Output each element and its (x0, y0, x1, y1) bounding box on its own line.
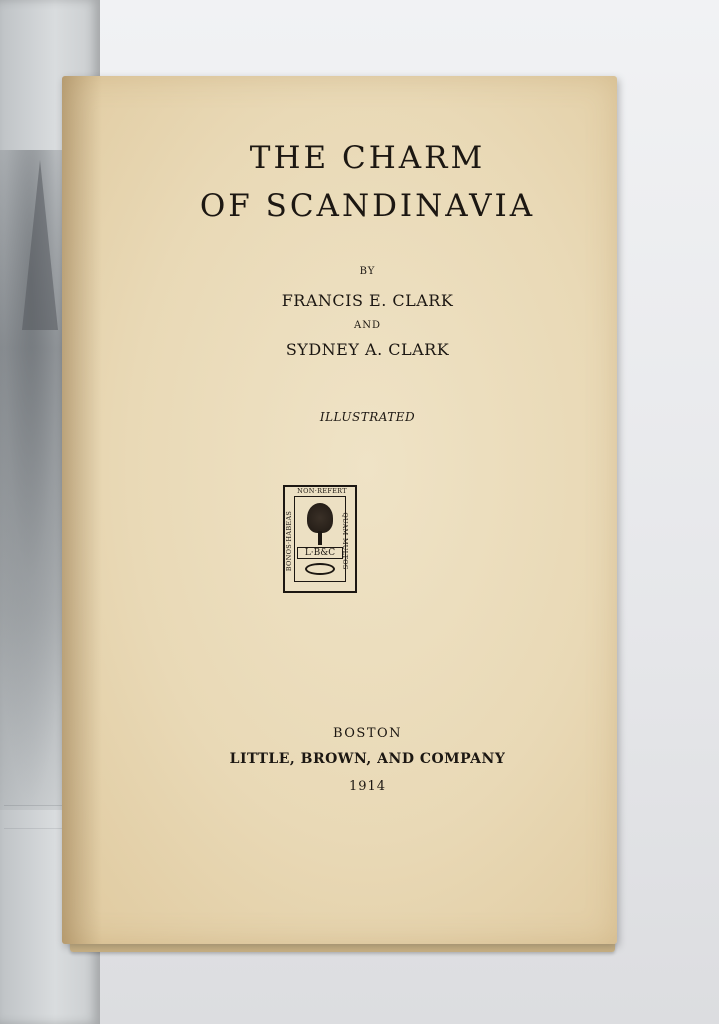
tree-emblem (307, 503, 333, 533)
title-line-1: THE CHARM (249, 140, 486, 176)
imprint-year: 1914 (348, 779, 387, 794)
imprint-place: BOSTON (332, 726, 403, 741)
tree-trunk (318, 531, 322, 545)
illustrated-label: ILLUSTRATED (319, 410, 416, 424)
device-inner-frame (294, 496, 346, 582)
title-line-2: OF SCANDINAVIA (199, 188, 536, 224)
device-monogram: L·B&C (297, 547, 343, 559)
by-label: BY (359, 266, 376, 277)
publisher-device (283, 485, 357, 593)
device-motto-right: QUAM·MULTOS (341, 512, 349, 570)
and-label: AND (354, 320, 381, 331)
imprint-publisher: LITTLE, BROWN, AND COMPANY (229, 751, 506, 767)
device-motto-left: BONOS·HABEAS (285, 510, 293, 572)
device-motto-top: NON·REFERT (297, 487, 347, 495)
device-base-ornament (305, 563, 335, 575)
author-2: SYDNEY A. CLARK (285, 340, 450, 359)
author-1: FRANCIS E. CLARK (281, 291, 454, 310)
